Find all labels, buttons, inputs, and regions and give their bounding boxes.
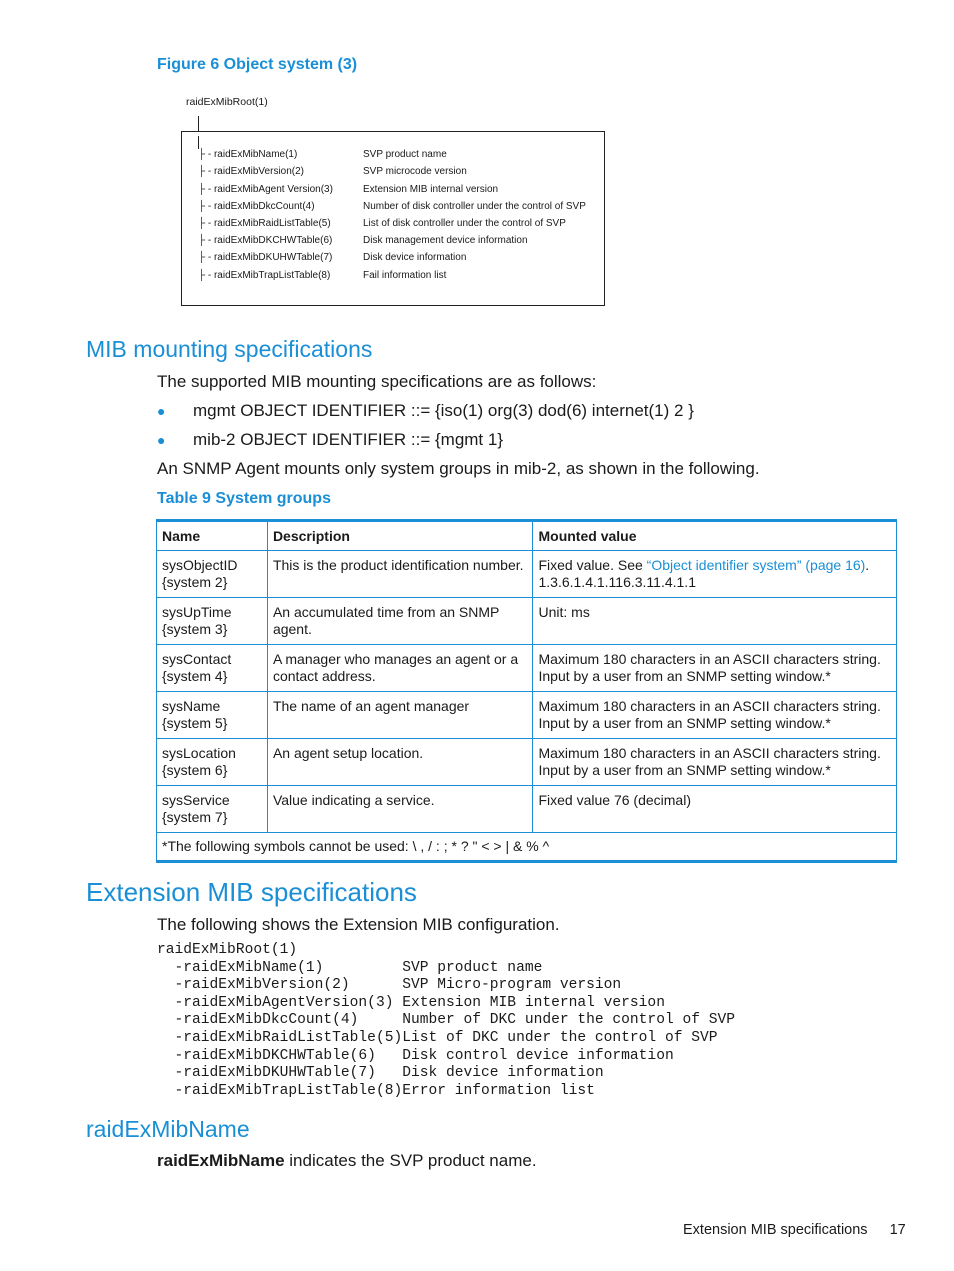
figure-root-label: raidExMibRoot(1)	[186, 96, 268, 108]
figure-row-node: ├ - raidExMibAgent Version(3)	[198, 184, 333, 195]
figure-row	[198, 149, 447, 160]
cell-name-line1: sysObjectID	[162, 557, 238, 573]
cell-name-line2: {system 3}	[162, 621, 228, 637]
table-row	[157, 692, 897, 739]
page-footer	[683, 1222, 906, 1238]
figure-row-node: ├ - raidExMibDkcCount(4)	[198, 201, 315, 212]
cell-name-line1: sysLocation	[162, 745, 236, 761]
figure-row	[198, 235, 528, 246]
cell-mounted-value	[533, 551, 897, 598]
cell-name	[157, 692, 268, 739]
cell-name-line1: sysName	[162, 698, 221, 714]
figure-row-desc: Disk management device information	[363, 235, 528, 246]
column-header-name: Name	[157, 521, 268, 551]
figure-row-node: ├ - raidExMibVersion(2)	[198, 166, 305, 177]
cell-name-line2: {system 6}	[162, 762, 228, 778]
cell-mounted-value: Unit: ms	[533, 598, 897, 645]
cell-mounted-value: Maximum 180 characters in an ASCII characters string. Input by a user from an SNMP setting window.*	[533, 739, 897, 786]
cell-description: An agent setup location.	[267, 739, 533, 786]
cell-name	[157, 598, 268, 645]
cell-value-prefix: Fixed value. See	[538, 557, 647, 573]
table-header-row	[157, 521, 897, 551]
figure-row-desc: Fail information list	[363, 270, 447, 281]
bullet-item	[157, 430, 503, 450]
figure-row-desc: List of disk controller under the control of SVP	[363, 218, 566, 229]
cell-name-line1: sysService	[162, 792, 230, 808]
cell-name	[157, 739, 268, 786]
figure-row	[198, 184, 498, 195]
cell-name	[157, 786, 268, 833]
figure-row	[198, 270, 446, 281]
cell-value-suffix: .	[865, 557, 870, 573]
table-row	[157, 551, 897, 598]
bullet-text: mgmt OBJECT IDENTIFIER ::= {iso(1) org(3) dod(6) internet(1) 2 }	[193, 401, 694, 420]
figure-row	[198, 252, 466, 263]
mib-after-text: An SNMP Agent mounts only system groups in mib-2, as shown in the following.	[157, 459, 760, 478]
table-row	[157, 645, 897, 692]
cell-description: This is the product identification number.	[267, 551, 533, 598]
column-header-mounted-value: Mounted value	[533, 521, 897, 551]
cell-name-line2: {system 7}	[162, 809, 228, 825]
section-heading-raidexmibname: raidExMibName	[86, 1116, 250, 1142]
cell-description: An accumulated time from an SNMP agent.	[267, 598, 533, 645]
page-number: 17	[889, 1222, 906, 1238]
figure-row	[198, 201, 586, 212]
bullet-item	[157, 401, 694, 421]
figure-row	[198, 218, 566, 229]
raidexmibname-rest: indicates the SVP product name.	[284, 1151, 537, 1170]
table-row	[157, 598, 897, 645]
figure-row-desc: Extension MIB internal version	[363, 184, 499, 195]
system-groups-table	[156, 519, 897, 863]
cell-mounted-value: Fixed value 76 (decimal)	[533, 786, 897, 833]
figure-diagram-box	[181, 131, 605, 306]
figure-tree-line	[198, 136, 199, 149]
figure-row-node: ├ - raidExMibDKCHWTable(6)	[198, 235, 333, 246]
cell-name-line2: {system 5}	[162, 715, 228, 731]
object-identifier-link[interactable]: “Object identifier system” (page 16)	[646, 557, 866, 573]
cell-mounted-value: Maximum 180 characters in an ASCII characters string. Input by a user from an SNMP setting window.*	[533, 692, 897, 739]
cell-name-line2: {system 4}	[162, 668, 228, 684]
raidexmibname-text	[157, 1151, 537, 1171]
table-row	[157, 786, 897, 833]
column-header-description: Description	[267, 521, 533, 551]
figure-row	[198, 166, 467, 177]
section-heading-extension-mib: Extension MIB specifications	[86, 877, 417, 907]
figure-row-node: ├ - raidExMibRaidListTable(5)	[198, 218, 331, 229]
footer-section-title: Extension MIB specifications	[683, 1222, 868, 1238]
section-heading-mib-mounting: MIB mounting specifications	[86, 336, 373, 362]
figure-tree-line	[198, 116, 199, 131]
cell-name-line1: sysContact	[162, 651, 232, 667]
bullet-icon: ●	[157, 403, 166, 419]
figure-row-node: ├ - raidExMibDKUHWTable(7)	[198, 252, 333, 263]
extension-intro-text: The following shows the Extension MIB configuration.	[157, 915, 560, 934]
raidexmibname-term: raidExMibName	[157, 1151, 285, 1170]
bullet-icon: ●	[157, 432, 166, 448]
cell-name	[157, 551, 268, 598]
cell-name-line1: sysUpTime	[162, 604, 232, 620]
figure-row-node: ├ - raidExMibTrapListTable(8)	[198, 270, 331, 281]
table-note-row	[157, 833, 897, 862]
cell-mounted-value: Maximum 180 characters in an ASCII characters string. Input by a user from an SNMP setting window.*	[533, 645, 897, 692]
table-footnote: *The following symbols cannot be used: \ , / : ; * ? " < > | & % ^	[157, 833, 897, 862]
bullet-text: mib-2 OBJECT IDENTIFIER ::= {mgmt 1}	[193, 430, 504, 449]
figure-caption: Figure 6 Object system (3)	[157, 56, 358, 73]
figure-row-desc: SVP microcode version	[363, 166, 467, 177]
table-row	[157, 739, 897, 786]
cell-description: The name of an agent manager	[267, 692, 533, 739]
cell-value-oid: 1.3.6.1.4.1.116.3.11.4.1.1	[538, 574, 696, 590]
cell-name	[157, 645, 268, 692]
figure-row-desc: Disk device information	[363, 252, 467, 263]
cell-name-line2: {system 2}	[162, 574, 228, 590]
figure-row-desc: SVP product name	[363, 149, 447, 160]
table-caption: Table 9 System groups	[157, 490, 331, 507]
figure-row-node: ├ - raidExMibName(1)	[198, 149, 298, 160]
cell-description: Value indicating a service.	[267, 786, 533, 833]
figure-row-desc: Number of disk controller under the control of SVP	[363, 201, 586, 212]
cell-description: A manager who manages an agent or a contact address.	[267, 645, 533, 692]
extension-mib-code-block: raidExMibRoot(1) -raidExMibName(1) SVP product name -raidExMibVersion(2) SVP Micro-program version -raidExMibAgentVersion(3) Extension MIB internal version -raidExMibDkcCount(4) Number of DKC under the control of SVP -raidExMibRaidListTable(5)List of DKC under the control of SVP -raidExMibDKCHWTable(6) Disk control device information -raidExMibDKUHWTable(7) Disk device information -raidExMibTrapListTable(8)Error information list	[157, 942, 736, 1099]
mib-intro-text: The supported MIB mounting specifications are as follows:	[157, 372, 597, 391]
